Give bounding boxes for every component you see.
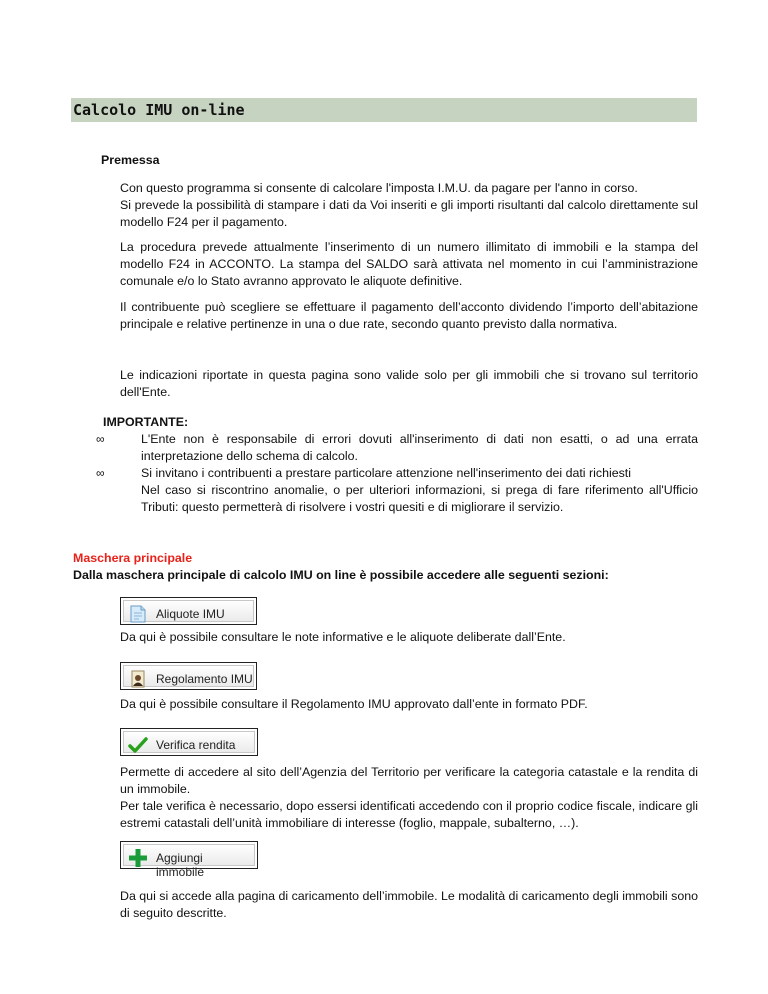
button-label: Aliquote IMU [156, 607, 225, 621]
infinity-bullet-icon: ∞ [96, 432, 105, 446]
maschera-intro: Dalla maschera principale di calcolo IMU on line è possibile accedere alle seguenti sezioni: [73, 568, 609, 582]
premessa-paragraph-2: La procedura prevede attualmente l’inserimento di un numero illimitato di immobili e la stampa del modello F24 in ACCONTO. La stampa del SALDO sarà attivata nel momento in cui l’amministrazione comunale e/o lo Stato avranno approvato le aliquote definitive. [120, 240, 698, 288]
premessa-paragraph-1 [120, 180, 698, 231]
user-document-icon [128, 669, 148, 689]
regolamento-description: Da qui è possibile consultare il Regolamento IMU approvato dall’ente in formato PDF. [120, 697, 588, 711]
plus-icon [128, 848, 148, 868]
aliquote-imu-button[interactable] [120, 597, 257, 625]
verifica-description [120, 764, 698, 832]
document-icon [128, 604, 148, 624]
importante-note: Nel caso si riscontrino anomalie, o per ulteriori informazioni, si prega di fare riferimento all'Ufficio Tributi: questo permetterà di risolvere i vostri quesiti e di migliorare il servizio. [141, 483, 698, 514]
button-label: Aggiungi immobile [156, 851, 205, 879]
premessa-line: Con questo programma si consente di calcolare l'imposta I.M.U. da pagare per l'anno in corso. [120, 181, 638, 195]
premessa-heading: Premessa [101, 153, 160, 167]
importante-text: Si invitano i contribuenti a prestare particolare attenzione nell'inserimento dei dati richiesti [141, 466, 631, 480]
verifica-line: Permette di accedere al sito dell’Agenzia del Territorio per verificare la categoria catastale e la rendita di un immobile. [120, 765, 698, 796]
page-title: Calcolo IMU on-line [73, 101, 245, 119]
infinity-bullet-icon: ∞ [96, 466, 105, 480]
title-bar [71, 98, 697, 122]
regolamento-imu-button[interactable] [120, 662, 257, 690]
aggiungi-immobile-button[interactable] [120, 841, 258, 879]
verifica-rendita-button[interactable] [120, 728, 258, 756]
maschera-heading: Maschera principale [73, 551, 193, 565]
button-label: Verifica rendita [156, 738, 236, 752]
check-icon [128, 735, 148, 755]
verifica-line: Per tale verifica è necessario, dopo essersi identificati accedendo con il proprio codice fiscale, indicare gli estremi catastali dell’unità immobiliare di interesse (foglio, mappale, subalterno, …). [120, 799, 698, 830]
premessa-paragraph-4: Le indicazioni riportate in questa pagina sono valide solo per gli immobili che si trovano sul territorio dell'Ente. [120, 368, 698, 399]
button-label: Regolamento IMU [156, 672, 253, 686]
importante-text: L'Ente non è responsabile di errori dovuti all'inserimento di dati non esatti, o ad una errata interpretazione dello schema di calcolo. [141, 432, 698, 463]
premessa-paragraph-3: Il contribuente può scegliere se effettuare il pagamento dell’acconto dividendo l’importo dell’abitazione principale e relative pertinenze in una o due rate, secondo quanto previsto dalla normativa. [120, 300, 698, 331]
importante-heading: IMPORTANTE: [103, 415, 189, 429]
aggiungi-description: Da qui si accede alla pagina di caricamento dell’immobile. Le modalità di caricamento degli immobili sono di seguito descritte. [120, 889, 698, 920]
aliquote-description: Da qui è possibile consultare le note informative e le aliquote deliberate dall’Ente. [120, 630, 566, 644]
premessa-line: Si prevede la possibilità di stampare i dati da Voi inseriti e gli importi risultanti dal calcolo direttamente sul modello F24 per il pagamento. [120, 198, 698, 229]
